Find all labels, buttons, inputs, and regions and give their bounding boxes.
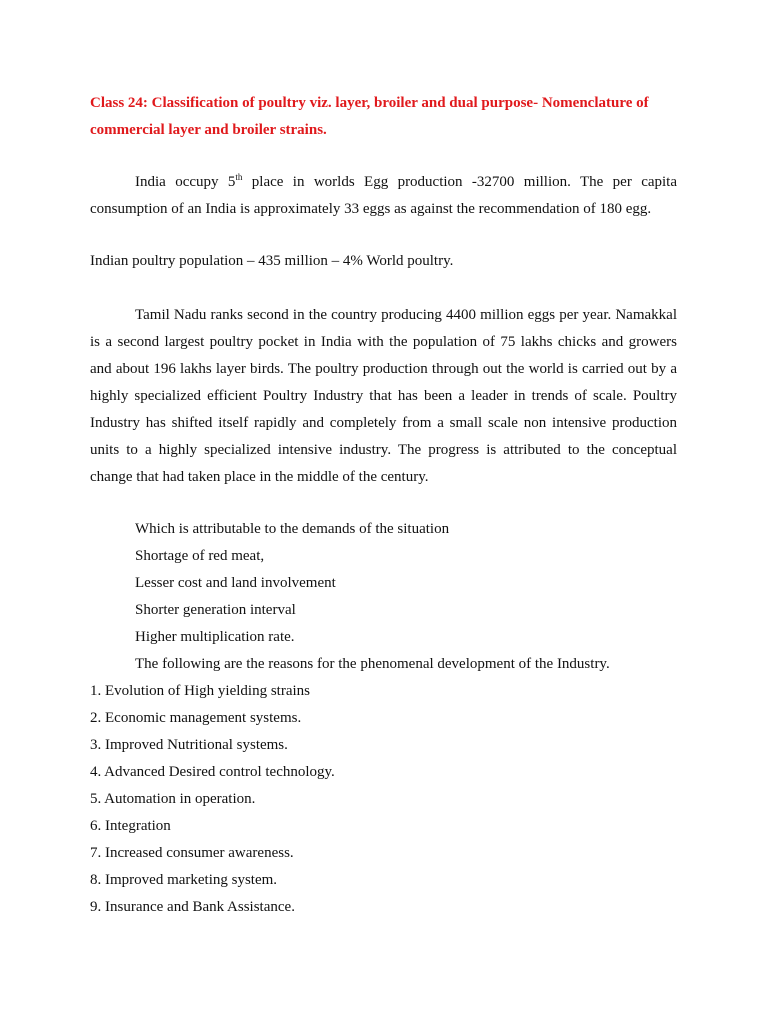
egg-production-paragraph [90, 169, 677, 223]
list-item: 7. Increased consumer awareness. [90, 845, 294, 861]
paragraph-line: highly specialized efficient Poultry Industry that has been a leader in trends of scale. Poultry [90, 388, 677, 404]
paragraph-line: change that had taken place in the middle of the century. [90, 469, 429, 485]
paragraph-line: Tamil Nadu ranks second in the country producing 4400 million eggs per year. Namakkal [135, 307, 677, 323]
list-item: 4. Advanced Desired control technology. [90, 764, 335, 780]
population-paragraph [90, 248, 677, 275]
paragraph-line: units to a highly specialized intensive industry. The progress is attributed to the conceptual [90, 442, 677, 458]
paragraph-line: India occupy 5th place in worlds Egg production -32700 million. The per capita [135, 172, 678, 190]
reasons-section [90, 516, 610, 921]
indented-line: The following are the reasons for the phenomenal development of the Industry. [135, 656, 610, 672]
indented-line: Which is attributable to the demands of the situation [135, 521, 450, 537]
list-item: 8. Improved marketing system. [90, 872, 278, 888]
list-item: 6. Integration [90, 818, 171, 834]
tamil-nadu-paragraph [90, 302, 677, 491]
paragraph-line: is a second largest poultry pocket in India with the population of 75 lakhs chicks and growers [90, 334, 677, 350]
list-item: 5. Automation in operation. [90, 791, 256, 807]
class-heading: Class 24: Classification of poultry viz. layer, broiler and dual purpose- Nomenclature of commercial layer and broiler strains. [90, 95, 649, 138]
indented-line: Shorter generation interval [135, 602, 296, 618]
list-item: 2. Economic management systems. [90, 710, 302, 726]
indented-line: Shortage of red meat, [135, 548, 265, 564]
paragraph-line: and about 196 lakhs layer birds. The poultry production through out the world is carried out by a [90, 361, 677, 377]
list-item: 3. Improved Nutritional systems. [90, 737, 288, 753]
list-item: 1. Evolution of High yielding strains [90, 683, 310, 699]
indented-line: Lesser cost and land involvement [135, 575, 336, 591]
paragraph-line: Indian poultry population – 435 million – 4% World poultry. [90, 253, 454, 269]
paragraph-line: Industry has shifted itself rapidly and completely from a small scale non intensive production [90, 415, 677, 431]
list-item: 9. Insurance and Bank Assistance. [90, 899, 295, 915]
indented-line: Higher multiplication rate. [135, 629, 295, 645]
paragraph-line: consumption of an India is approximately 33 eggs as against the recommendation of 180 egg. [90, 201, 652, 217]
